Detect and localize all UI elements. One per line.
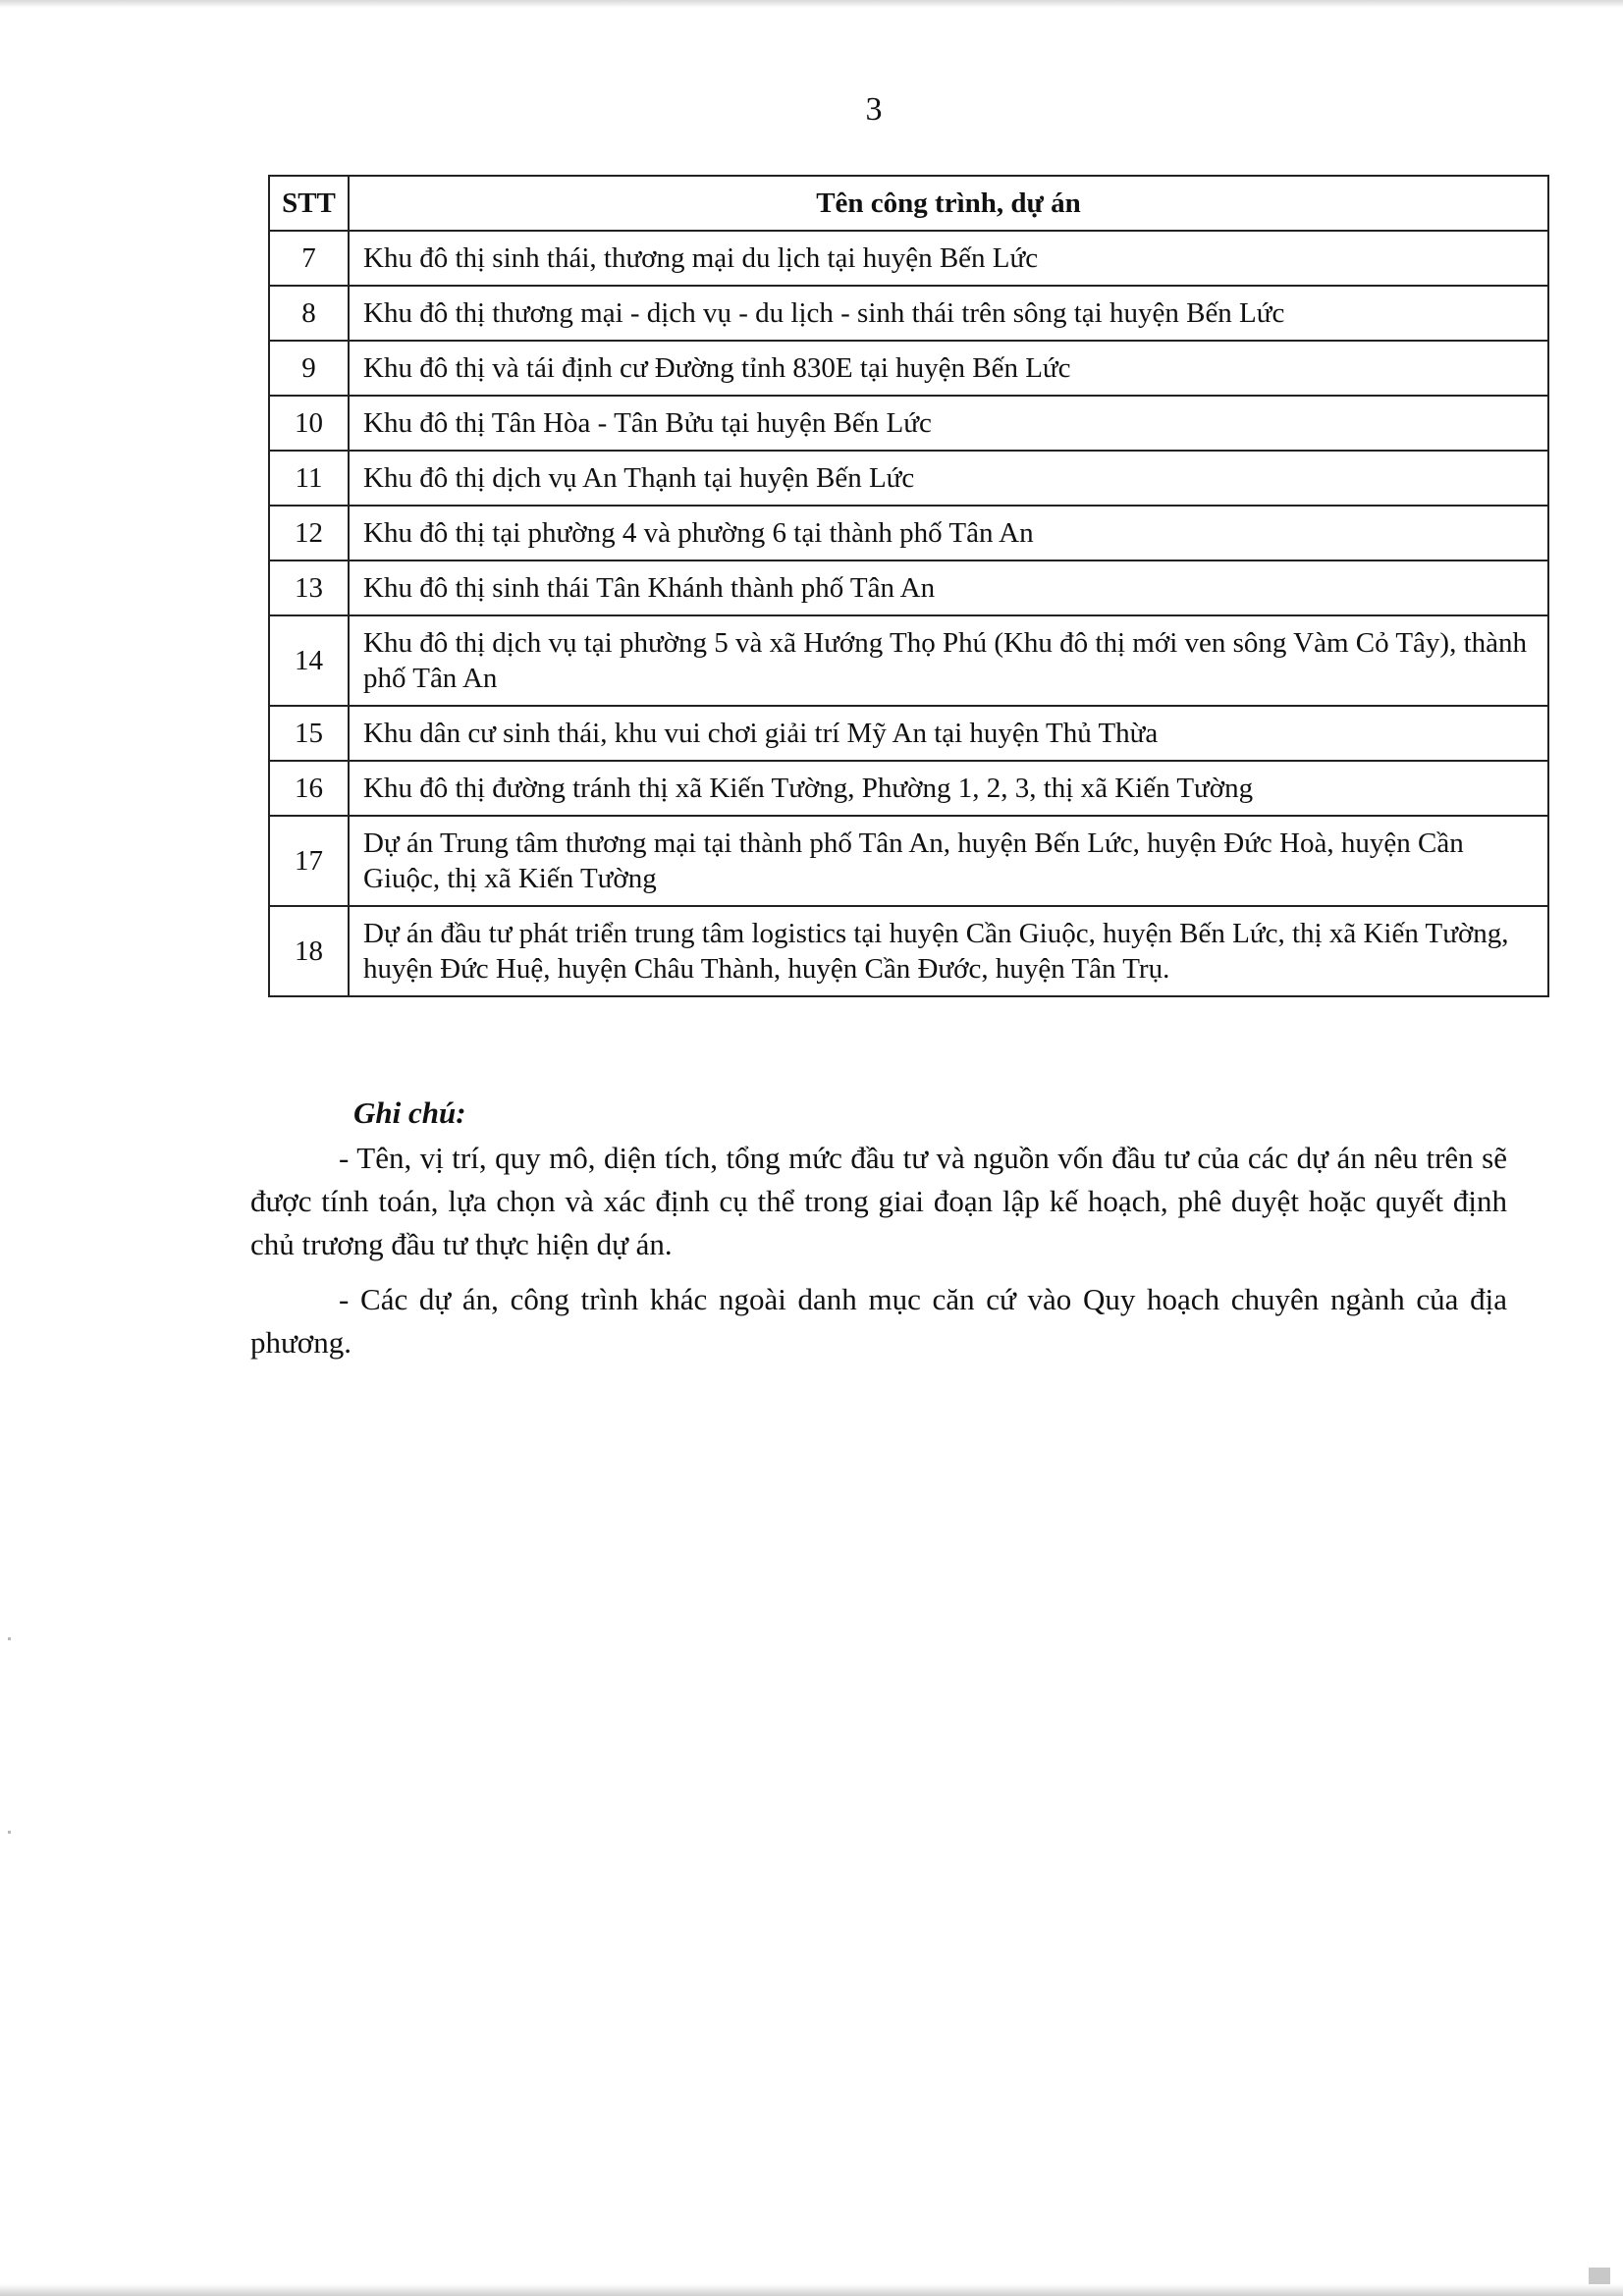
row-project-name: Dự án Trung tâm thương mại tại thành phố Tân An, huyện Bến Lức, huyện Đức Hoà, huyện Cần Giuộc, thị xã Kiến Tường (349, 816, 1548, 906)
scan-speck (8, 1637, 11, 1640)
row-stt: 12 (269, 506, 349, 561)
table-row (269, 451, 1548, 506)
table-row (269, 286, 1548, 341)
scan-speck (8, 1831, 11, 1834)
projects-table (268, 175, 1549, 997)
row-stt: 15 (269, 706, 349, 761)
scan-corner-mark (1589, 2268, 1610, 2285)
row-stt: 10 (269, 396, 349, 451)
row-stt: 14 (269, 615, 349, 706)
table-header-row (269, 176, 1548, 231)
header-project-name: Tên công trình, dự án (349, 176, 1548, 231)
row-project-name: Khu đô thị tại phường 4 và phường 6 tại thành phố Tân An (349, 506, 1548, 561)
table-row (269, 341, 1548, 396)
table-row (269, 231, 1548, 286)
row-stt: 17 (269, 816, 349, 906)
row-project-name: Khu đô thị thương mại - dịch vụ - du lịch - sinh thái trên sông tại huyện Bến Lức (349, 286, 1548, 341)
notes-title: Ghi chú: (353, 1095, 466, 1130)
row-project-name: Khu đô thị đường tránh thị xã Kiến Tường, Phường 1, 2, 3, thị xã Kiến Tường (349, 761, 1548, 816)
table-row (269, 761, 1548, 816)
row-project-name: Khu đô thị dịch vụ tại phường 5 và xã Hướng Thọ Phú (Khu đô thị mới ven sông Vàm Cỏ Tây), thành phố Tân An (349, 615, 1548, 706)
table-row (269, 615, 1548, 706)
row-project-name: Khu đô thị sinh thái, thương mại du lịch tại huyện Bến Lức (349, 231, 1548, 286)
notes-section (250, 1092, 1507, 1376)
table-row (269, 906, 1548, 996)
scan-bottom-edge (0, 2284, 1623, 2296)
row-stt: 7 (269, 231, 349, 286)
table-row (269, 816, 1548, 906)
row-project-name: Khu đô thị Tân Hòa - Tân Bửu tại huyện Bến Lức (349, 396, 1548, 451)
row-stt: 9 (269, 341, 349, 396)
table-row (269, 396, 1548, 451)
row-project-name: Khu đô thị sinh thái Tân Khánh thành phố Tân An (349, 561, 1548, 615)
scan-top-edge (0, 0, 1623, 8)
notes-paragraph: - Các dự án, công trình khác ngoài danh mục căn cứ vào Quy hoạch chuyên ngành của địa phương. (250, 1282, 1507, 1360)
header-stt: STT (269, 176, 349, 231)
notes-paragraph: - Tên, vị trí, quy mô, diện tích, tổng mức đầu tư và nguồn vốn đầu tư của các dự án nêu trên sẽ được tính toán, lựa chọn và xác định cụ thể trong giai đoạn lập kế hoạch, phê duyệt hoặc quyết định chủ trương đầu tư thực hiện dự án. (250, 1141, 1507, 1261)
page-number: 3 (865, 91, 883, 128)
row-stt: 16 (269, 761, 349, 816)
row-stt: 8 (269, 286, 349, 341)
row-project-name: Khu dân cư sinh thái, khu vui chơi giải trí Mỹ An tại huyện Thủ Thừa (349, 706, 1548, 761)
table-row (269, 561, 1548, 615)
row-stt: 11 (269, 451, 349, 506)
row-project-name: Khu đô thị dịch vụ An Thạnh tại huyện Bến Lức (349, 451, 1548, 506)
row-project-name: Dự án đầu tư phát triển trung tâm logistics tại huyện Cần Giuộc, huyện Bến Lức, thị xã Kiến Tường, huyện Đức Huệ, huyện Châu Thành, huyện Cần Đước, huyện Tân Trụ. (349, 906, 1548, 996)
row-stt: 13 (269, 561, 349, 615)
table-row (269, 706, 1548, 761)
table-row (269, 506, 1548, 561)
row-project-name: Khu đô thị và tái định cư Đường tỉnh 830E tại huyện Bến Lức (349, 341, 1548, 396)
row-stt: 18 (269, 906, 349, 996)
